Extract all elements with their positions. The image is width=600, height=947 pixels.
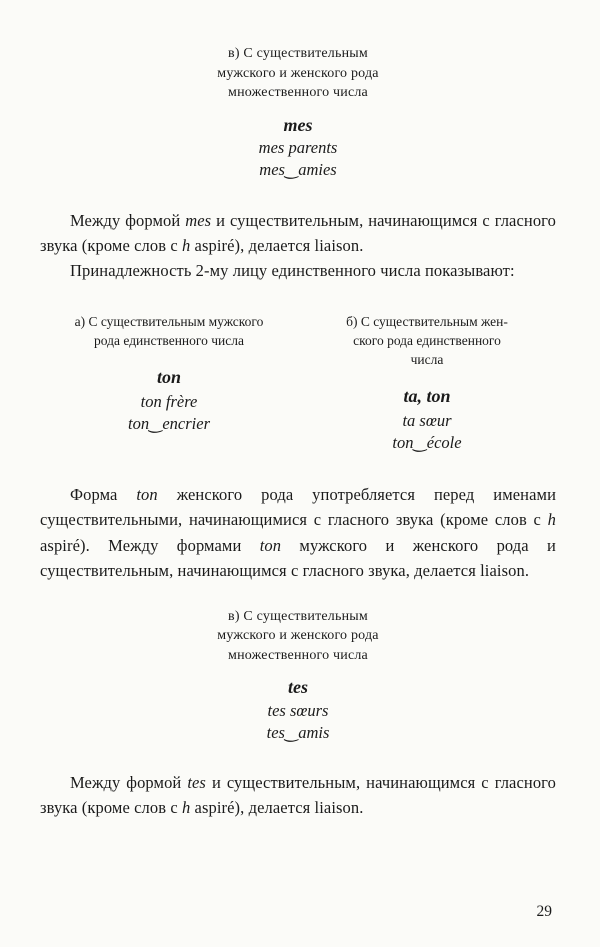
- page-number: 29: [536, 903, 552, 920]
- paragraph-mes-liaison: Между формой mes и существительным, начинающимся с гласного звука (кроме слов с h aspiré), делается liaison.: [40, 210, 556, 255]
- example-line: tes‿amis: [266, 723, 330, 742]
- column-a-heading: [46, 313, 292, 351]
- heading-line: а) С существительным мужского: [74, 313, 264, 329]
- example-line: mes parents: [258, 138, 338, 158]
- heading-line: ского рода единственного: [353, 332, 501, 348]
- heading-line: мужского и женского рода: [217, 65, 379, 81]
- column-b-feminine: [298, 313, 556, 455]
- paragraph-ton-usage: Форма ton женского рода употребляется перед именами существительными, начинающимися с гласного звука (кроме слов с h aspiré). Между формами ton мужского и женского рода и существительным, начинающимся с гласного звука, делается liaison.: [40, 485, 556, 580]
- column-a-masculine: [40, 313, 298, 455]
- heading-line: в) С существительным: [228, 46, 368, 61]
- heading-line: числа: [410, 351, 444, 367]
- keyword-mes: mes: [283, 114, 313, 135]
- example-line: tes sœurs: [267, 700, 329, 720]
- example-block-mes: [40, 113, 556, 182]
- paragraph-tes-liaison: Между формой tes и существительным, начинающимся с гласного звука (кроме слов с h aspiré), делается liaison.: [40, 773, 556, 818]
- example-line: ton frère: [140, 391, 198, 411]
- keyword-tes: tes: [288, 677, 308, 698]
- heading-line: множественного числа: [228, 647, 368, 663]
- heading-line: в) С существительным: [228, 608, 368, 624]
- example-line: ton‿école: [392, 433, 462, 453]
- heading-line: б) С существительным жен-: [346, 313, 508, 329]
- example-line: ton‿encrier: [128, 414, 210, 434]
- example-line: mes‿amies: [259, 160, 337, 180]
- column-b-heading: [304, 313, 550, 370]
- example-line: ta sœur: [402, 410, 452, 430]
- heading-line: мужского и женского рода: [217, 628, 379, 644]
- example-block-tes: [40, 675, 556, 744]
- keyword-ta-ton: ta, ton: [403, 385, 451, 406]
- paragraph-second-person-intro: Принадлежность 2-му лицу единственного числа показывают:: [70, 260, 515, 280]
- two-column-section: [40, 313, 556, 455]
- keyword-ton: ton: [156, 366, 181, 387]
- heading-line: множественного числа: [228, 85, 368, 101]
- section-heading-tes: [40, 607, 556, 666]
- section-heading-mes: [40, 44, 556, 103]
- heading-line: рода единственного числа: [94, 332, 244, 348]
